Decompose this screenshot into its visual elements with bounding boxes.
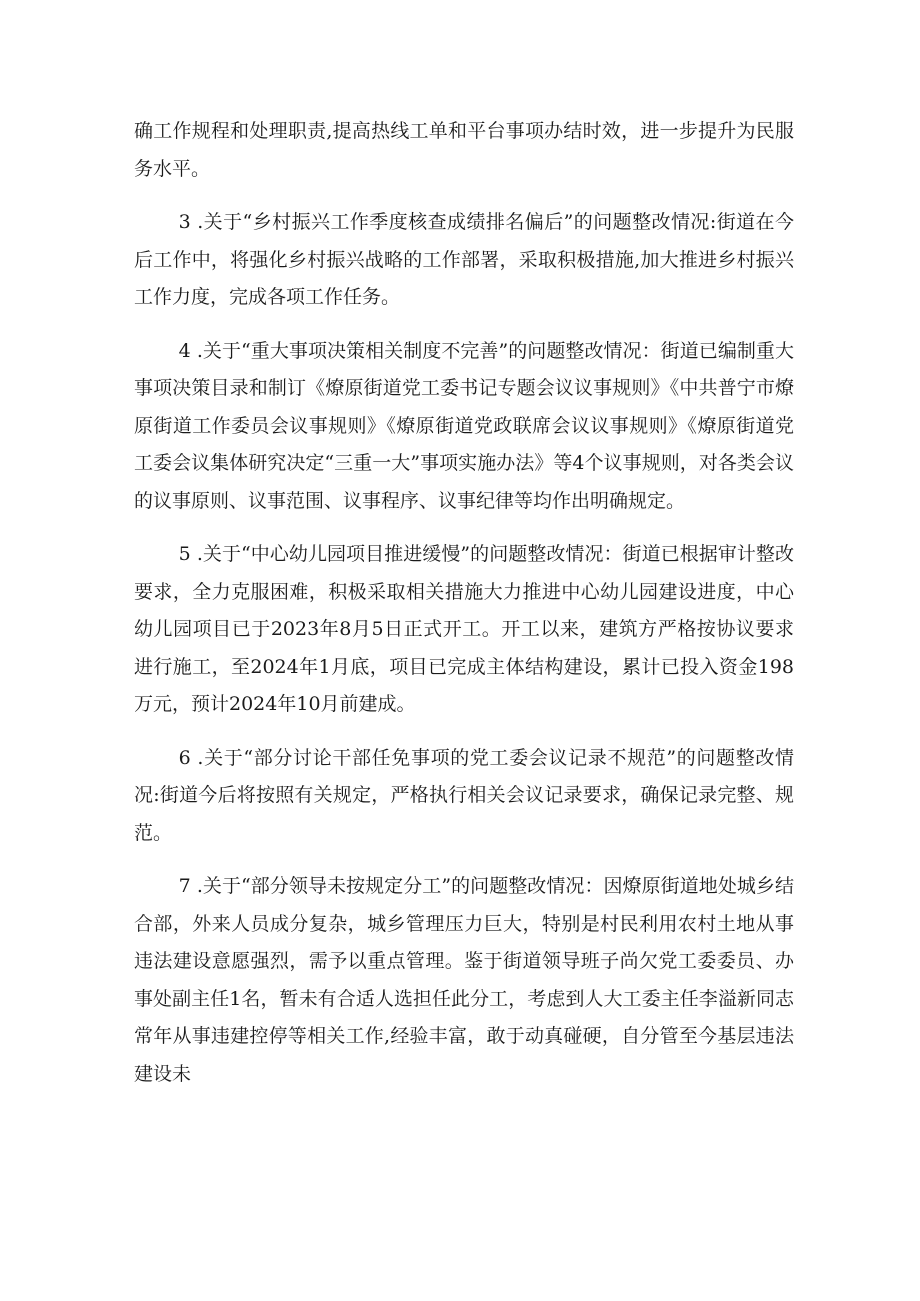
document-page bbox=[134, 113, 794, 1109]
paragraph-item-6: 6 .关于“部分讨论干部任免事项的党工委会议记录不规范”的问题整改情况:街道今后将按照有关规定，严格执行相关会议记录要求，确保记录完整、规范。 bbox=[134, 746, 794, 844]
paragraph-continued: 确工作规程和处理职责,提高热线工单和平台事项办结时效，进一步提升为民服务水平。 bbox=[134, 120, 794, 180]
paragraph-item-3: 3 .关于“乡村振兴工作季度核查成绩排名偏后”的问题整改情况:街道在今后工作中，将强化乡村振兴战略的工作部署，采取积极措施,加大推进乡村振兴工作力度，完成各项工作任务。 bbox=[134, 211, 794, 308]
paragraph-item-5: 5 .关于“中心幼儿园项目推进缓慢”的问题整改情况：街道已根据审计整改要求，全力克服困难，积极采取相关措施大力推进中心幼儿园建设进度，中心幼儿园项目已于2023年8月5日正式开工。开工以来，建筑方严格按协议要求进行施工，至2024年1月底，项目已完成主体结构建设，累计已投入资金198万元，预计2024年10月前建成。 bbox=[134, 543, 794, 715]
paragraph-item-7: 7 .关于“部分领导未按规定分工”的问题整改情况：因燎原街道地处城乡结合部，外来人员成分复杂，城乡管理压力巨大，特别是村民利用农村土地从事违法建设意愿强烈，需予以重点管理。鉴于街道领导班子尚欠党工委委员、办事处副主任1名，暂未有合适人选担任此分工，考虑到人大工委主任李溢新同志常年从事违建控停等相关工作,经验丰富，敢于动真碰硬，自分管至今基层违法建设未 bbox=[134, 875, 794, 1085]
paragraph-item-4: 4 .关于“重大事项决策相关制度不完善”的问题整改情况：街道已编制重大事项决策目录和制订《燎原街道党工委书记专题会议议事规则》《中共普宁市燎原街道工作委员会议事规则》《燎原街道党政联席会议议事规则》《燎原街道党工委会议集体研究决定“三重一大”事项实施办法》等4个议事规则，对各类会议的议事原则、议事范围、议事程序、议事纪律等均作出明确规定。 bbox=[134, 339, 794, 512]
